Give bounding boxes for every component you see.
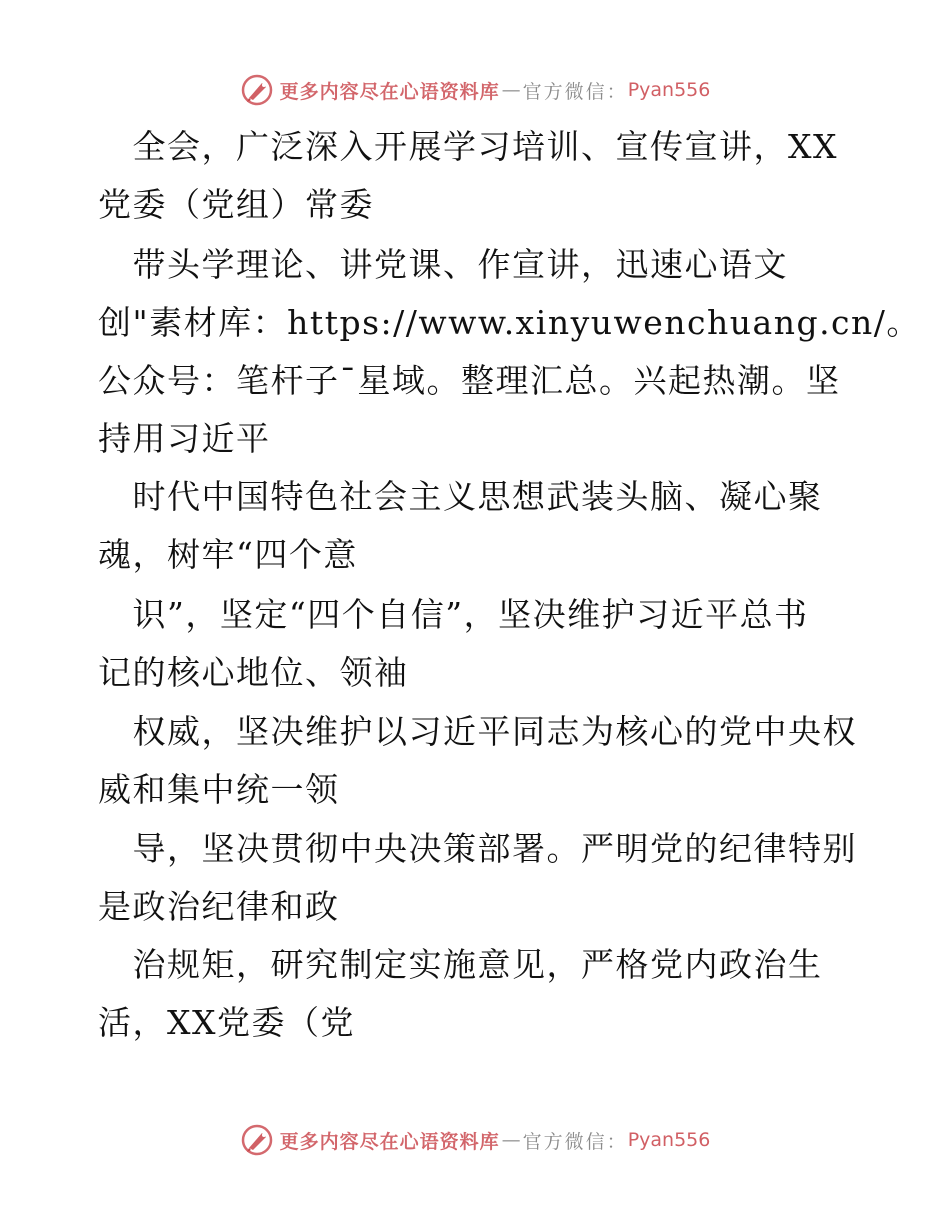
body-line-11: 权威，坚决维护以习近平同志为核心的党中央权 — [98, 712, 857, 751]
body-line-9: 识”，坚定“四个自信”，坚决维护习近平总书 — [98, 595, 809, 634]
body-line-2: 党委（党组）常委 — [98, 185, 374, 224]
header-banner — [0, 68, 950, 112]
header-wechat-id: Pyan556 — [627, 79, 711, 101]
pen-logo-icon — [240, 1123, 274, 1157]
footer-wechat-label: 官方微信： — [522, 1130, 628, 1153]
body-line-15: 治规矩，研究制定实施意见，严格党内政治生 — [98, 945, 823, 984]
body-line-3: 带头学理论、讲党课、作宣讲，迅速心语文 — [98, 245, 788, 284]
pen-logo-icon — [240, 73, 274, 107]
body-line-8: 魂，树牢“四个意 — [98, 535, 358, 574]
header-site-text: 更多内容尽在心语资料库 — [279, 80, 500, 103]
header-separator: — — [501, 79, 521, 101]
body-line-13: 导，坚决贯彻中央决策部署。严明党的纪律特别 — [98, 829, 857, 868]
body-line-12: 威和集中统一领 — [98, 770, 340, 809]
body-line-16: 活，XX党委（党 — [98, 1003, 355, 1042]
header-wechat-label: 官方微信： — [522, 80, 628, 103]
footer-wechat-id: Pyan556 — [627, 1129, 711, 1151]
body-line-6: 持用习近平 — [98, 419, 271, 458]
body-line-4: 创"素材库：https://www.xinyuwenchuang.cn/。 — [98, 303, 921, 342]
body-line-5: 公众号：笔杆子¯星域。整理汇总。兴起热潮。坚 — [98, 361, 841, 400]
footer-separator: — — [501, 1129, 521, 1151]
footer-banner — [0, 1118, 950, 1162]
footer-site-text: 更多内容尽在心语资料库 — [279, 1130, 500, 1153]
body-line-10: 记的核心地位、领袖 — [98, 653, 409, 692]
body-line-1: 全会，广泛深入开展学习培训、宣传宣讲，XX — [98, 127, 838, 166]
body-line-14: 是政治纪律和政 — [98, 887, 340, 926]
body-line-7: 时代中国特色社会主义思想武装头脑、凝心聚 — [98, 477, 823, 516]
